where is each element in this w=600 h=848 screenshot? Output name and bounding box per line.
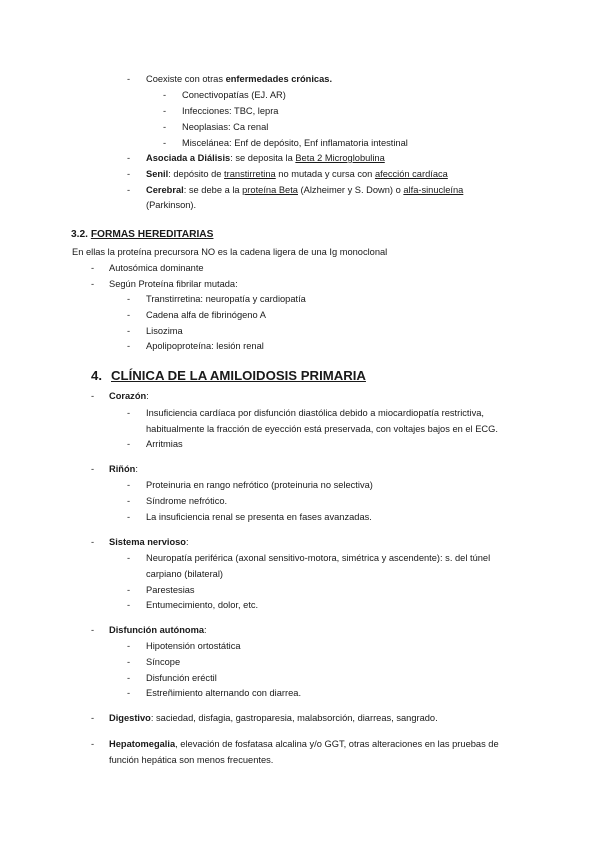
bullet-dash: - (127, 439, 131, 449)
rinon-item: Proteinuria en rango nefrótico (proteinuria no selectiva) (146, 480, 373, 490)
bullet-dash: - (127, 153, 131, 163)
topic-rinon (109, 462, 138, 478)
bullet-dash: - (163, 122, 167, 132)
section-title: CLÍNICA DE LA AMILOIDOSIS PRIMARIA (111, 368, 366, 383)
sub-item: Transtirretina: neuropatía y cardiopatía (146, 294, 306, 304)
nervioso-item-cont: carpiano (bilateral) (146, 569, 223, 579)
bullet-dash: - (127, 641, 131, 651)
bullet-dash: - (127, 74, 131, 84)
dialisis-text: : se deposita la (230, 153, 296, 163)
topic-corazon (109, 389, 149, 405)
bullet-dash: - (127, 185, 131, 195)
bullet-dash: - (127, 169, 131, 179)
section-heading-4 (91, 368, 366, 384)
bullet-dash: - (127, 688, 131, 698)
sub-item: Lisozima (146, 326, 183, 336)
digestivo-text: : saciedad, disfagia, gastroparesia, malabsorción, diarreas, sangrado. (150, 713, 438, 723)
bullet-dash: - (127, 408, 131, 418)
section-title: FORMAS HEREDITARIAS (90, 229, 214, 240)
rinon-item: Síndrome nefrótico. (146, 496, 228, 506)
cerebral-line2: (Parkinson). (146, 200, 197, 210)
sub-item-miscelanea: Miscelánea: Enf de depósito, Enf inflamatoria intestinal (182, 138, 408, 148)
topic-sistema-nervioso (109, 535, 189, 551)
topic-label: Hepatomegalia (109, 739, 176, 749)
section-intro: En ellas la proteína precursora NO es la cadena ligera de una Ig monoclonal (72, 247, 388, 257)
autonoma-item: Disfunción eréctil (146, 673, 217, 683)
autonoma-item: Estreñimiento alternando con diarrea. (146, 688, 302, 698)
bullet-dash: - (163, 90, 167, 100)
rinon-item: La insuficiencia renal se presenta en fases avanzadas. (146, 512, 372, 522)
bullet-dash: - (127, 310, 131, 320)
colon: : (186, 537, 189, 547)
list-item: Autosómica dominante (109, 263, 204, 273)
dialisis-bold: Asociada a Diálisis (146, 153, 231, 163)
section-number: 3.2. (71, 229, 91, 240)
topic-label: Riñón (109, 464, 136, 474)
topic-label: Corazón (109, 391, 147, 401)
bullet-dash: - (127, 600, 131, 610)
topic-disfuncion-autonoma (109, 623, 207, 639)
bullet-dash: - (91, 391, 95, 401)
autonoma-item: Síncope (146, 657, 181, 667)
list-item-dialisis (146, 151, 385, 167)
bullet-dash: - (127, 512, 131, 522)
list-item-cerebral (146, 183, 463, 199)
coexiste-text: Coexiste con otras (146, 74, 226, 84)
nervioso-item: Parestesias (146, 585, 195, 595)
coexiste-bold: enfermedades crónicas. (225, 74, 333, 84)
colon: : (204, 625, 207, 635)
bullet-dash: - (127, 341, 131, 351)
bullet-dash: - (163, 138, 167, 148)
senil-underline: transtirretina (224, 169, 276, 179)
bullet-dash: - (127, 657, 131, 667)
bullet-dash: - (163, 106, 167, 116)
cerebral-underline: alfa-sinucleína (403, 185, 464, 195)
sub-item: Cadena alfa de fibrinógeno A (146, 310, 266, 320)
bullet-dash: - (127, 496, 131, 506)
sub-item-neoplasias: Neoplasias: Ca renal (182, 122, 269, 132)
list-item-senil (146, 167, 448, 183)
topic-label: Disfunción autónoma (109, 625, 205, 635)
cerebral-text: : se debe a la (183, 185, 243, 195)
list-item: Según Proteína fibrilar mutada: (109, 279, 238, 289)
sub-item: Apolipoproteína: lesión renal (146, 341, 264, 351)
bullet-dash: - (127, 326, 131, 336)
dialisis-underline: Beta 2 Microglobulina (295, 153, 385, 163)
corazon-item: Arritmias (146, 439, 183, 449)
bullet-dash: - (127, 673, 131, 683)
bullet-dash: - (127, 585, 131, 595)
bullet-dash: - (127, 553, 131, 563)
topic-hepatomegalia (109, 737, 499, 753)
senil-text: no mutada y cursa con (275, 169, 375, 179)
bullet-dash: - (127, 294, 131, 304)
sub-item-conectivopatias: Conectivopatías (EJ. AR) (182, 90, 286, 100)
senil-bold: Senil (146, 169, 169, 179)
hepatomegalia-text: , elevación de fosfatasa alcalina y/o GGT, otras alteraciones en las pruebas de (175, 739, 499, 749)
bullet-dash: - (91, 279, 95, 289)
bullet-dash: - (91, 713, 95, 723)
topic-digestivo (109, 711, 438, 727)
section-number: 4. (91, 368, 102, 383)
list-item-coexiste (146, 72, 332, 88)
bullet-dash: - (91, 464, 95, 474)
bullet-dash: - (91, 739, 95, 749)
bullet-dash: - (127, 480, 131, 490)
hepatomegalia-line2: función hepática son menos frecuentes. (109, 755, 274, 765)
cerebral-bold: Cerebral (146, 185, 184, 195)
senil-text: : depósito de (168, 169, 225, 179)
corazon-item: Insuficiencia cardíaca por disfunción diastólica debido a miocardiopatía restrictiva, (146, 408, 484, 418)
nervioso-item: Neuropatía periférica (axonal sensitivo-motora, simétrica y ascendente): s. del túnel (146, 553, 491, 563)
senil-underline: afección cardíaca (374, 169, 448, 179)
cerebral-text: (Alzheimer y S. Down) o (297, 185, 404, 195)
bullet-dash: - (91, 263, 95, 273)
autonoma-item: Hipotensión ortostática (146, 641, 241, 651)
corazon-item-cont: habitualmente la fracción de eyección está preservada, con voltajes bajos en el ECG. (146, 424, 498, 434)
sub-item-infecciones: Infecciones: TBC, lepra (182, 106, 279, 116)
colon: : (135, 464, 138, 474)
bullet-dash: - (91, 625, 95, 635)
cerebral-underline: proteína Beta (242, 185, 298, 195)
bullet-dash: - (91, 537, 95, 547)
colon: : (146, 391, 149, 401)
section-heading-3-2 (71, 227, 213, 243)
topic-label: Digestivo (109, 713, 151, 723)
nervioso-item: Entumecimiento, dolor, etc. (146, 600, 259, 610)
topic-label: Sistema nervioso (109, 537, 186, 547)
